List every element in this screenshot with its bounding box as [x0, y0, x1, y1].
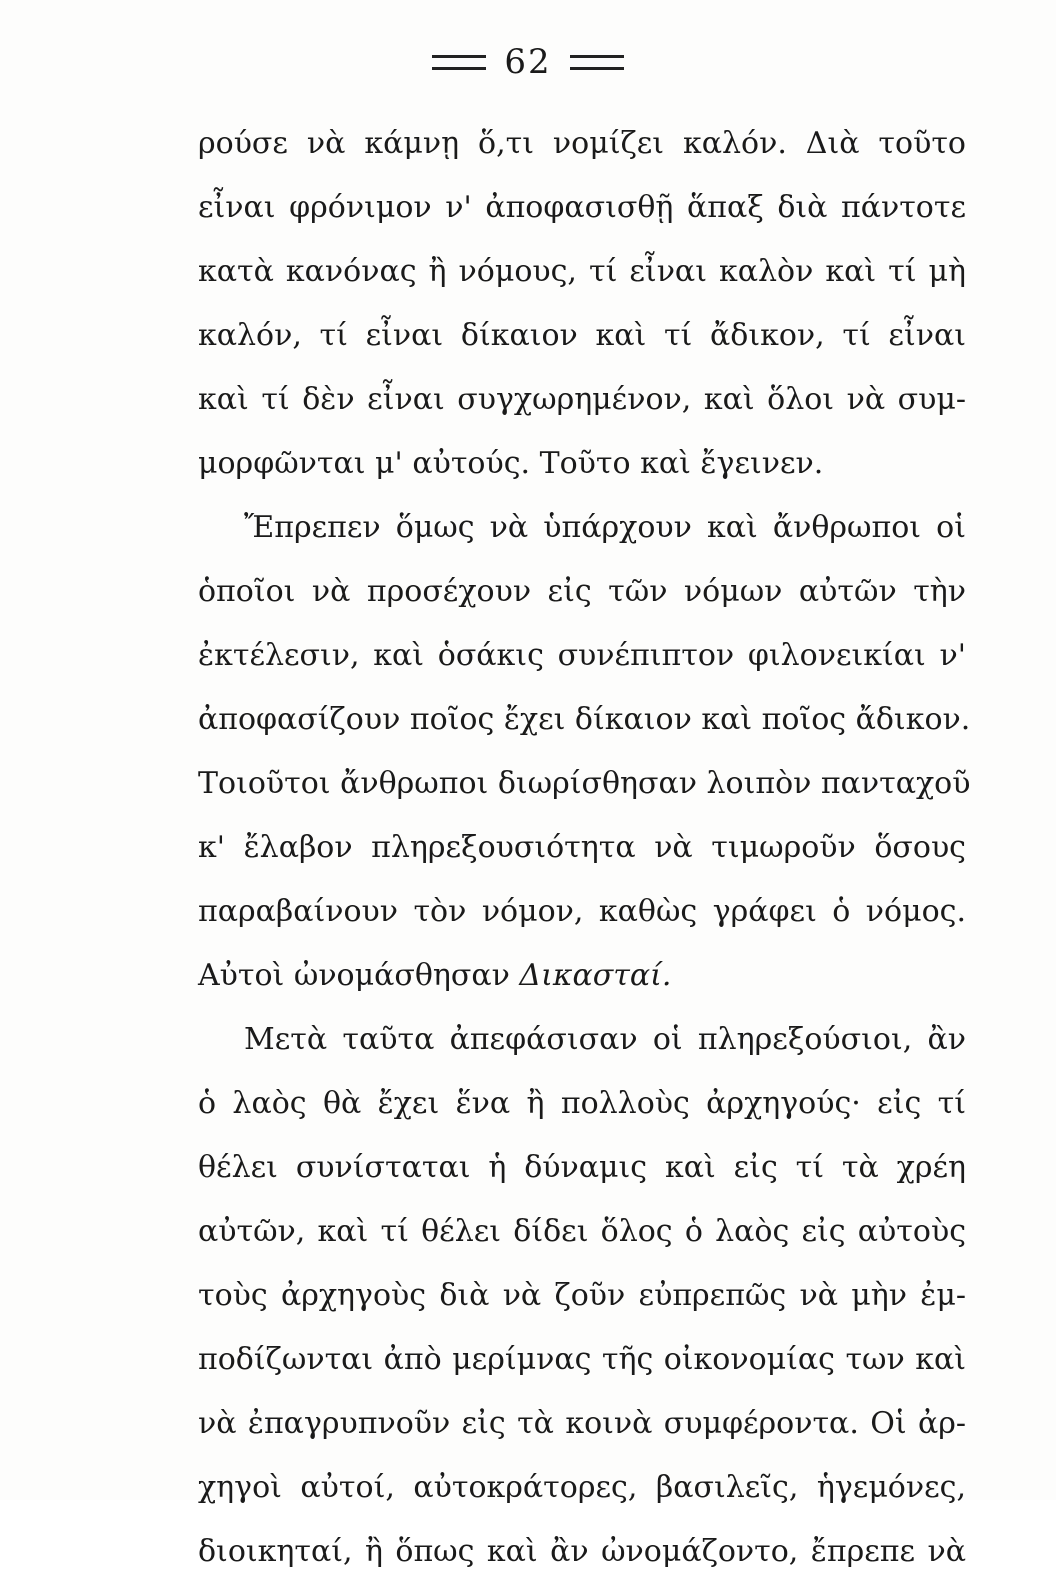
- text-line: [198, 944, 966, 1008]
- text-line: ἀποφασίζουν ποῖος ἔχει δίκαιον καὶ ποῖος ἄδικον.: [198, 702, 971, 737]
- body-text: [198, 112, 971, 1584]
- text-line: καὶ τί δὲν εἶναι συγχωρημένον, καὶ ὅλοι νὰ συμ-: [198, 382, 966, 417]
- text-line: νὰ ἐπαγρυπνοῦν εἰς τὰ κοινὰ συμφέροντα. Οἱ ἀρ-: [198, 1406, 966, 1441]
- text-line: εἶναι φρόνιμον ν' ἀποφασισθῇ ἅπαξ διὰ πάντοτε: [198, 190, 966, 225]
- page-number: 62: [504, 42, 552, 82]
- text-line: μορφῶνται μ' αὐτούς. Τοῦτο καὶ ἔγεινεν.: [198, 446, 824, 481]
- italic-term: Δικασταί.: [519, 958, 672, 993]
- header-rule-right: [570, 55, 624, 70]
- text-line: Ἔπρεπεν ὅμως νὰ ὑπάρχουν καὶ ἄνθρωποι οἱ: [244, 510, 966, 545]
- page-header: [0, 42, 1056, 82]
- text-line: ὁποῖοι νὰ προσέχουν εἰς τῶν νόμων αὐτῶν τὴν: [198, 574, 966, 609]
- text-line: ρούσε νὰ κάμνῃ ὅ,τι νομίζει καλόν. Διὰ τοῦτο: [198, 126, 966, 161]
- text-line-prefix: Αὐτοὶ ὠνομάσθησαν: [198, 958, 520, 993]
- text-line: καλόν, τί εἶναι δίκαιον καὶ τί ἄδικον, τί εἶναι: [198, 318, 966, 353]
- text-line: τοὺς ἀρχηγοὺς διὰ νὰ ζοῦν εὐπρεπῶς νὰ μὴν ἐμ-: [198, 1278, 966, 1313]
- text-line: αὐτῶν, καὶ τί θέλει δίδει ὅλος ὁ λαὸς εἰς αὐτοὺς: [198, 1214, 966, 1249]
- text-line: Μετὰ ταῦτα ἀπεφάσισαν οἱ πληρεξούσιοι, ἂν: [244, 1022, 966, 1057]
- text-line: παραβαίνουν τὸν νόμον, καθὼς γράφει ὁ νόμος.: [198, 894, 966, 929]
- text-line: θέλει συνίσταται ἡ δύναμις καὶ εἰς τί τὰ χρέη: [198, 1150, 966, 1185]
- text-line: ποδίζωνται ἀπὸ μερίμνας τῆς οἰκονομίας των καὶ: [198, 1342, 966, 1377]
- text-line: κατὰ κανόνας ἢ νόμους, τί εἶναι καλὸν καὶ τί μὴ: [198, 254, 966, 289]
- text-line: διοικηταί, ἢ ὅπως καὶ ἂν ὠνομάζοντο, ἔπρεπε νὰ: [198, 1534, 966, 1569]
- header-rule-left: [432, 55, 486, 70]
- text-line: κ' ἔλαβον πληρεξουσιότητα νὰ τιμωροῦν ὅσους: [198, 830, 966, 865]
- text-line: Τοιοῦτοι ἄνθρωποι διωρίσθησαν λοιπὸν πανταχοῦ: [198, 766, 971, 801]
- text-line: χηγοὶ αὐτοί, αὐτοκράτορες, βασιλεῖς, ἡγεμόνες,: [198, 1470, 966, 1505]
- text-line: ἐκτέλεσιν, καὶ ὁσάκις συνέπιπτον φιλονεικίαι ν': [198, 638, 966, 673]
- text-line: ὁ λαὸς θὰ ἔχει ἕνα ἢ πολλοὺς ἀρχηγούς· εἰς τί: [198, 1086, 966, 1121]
